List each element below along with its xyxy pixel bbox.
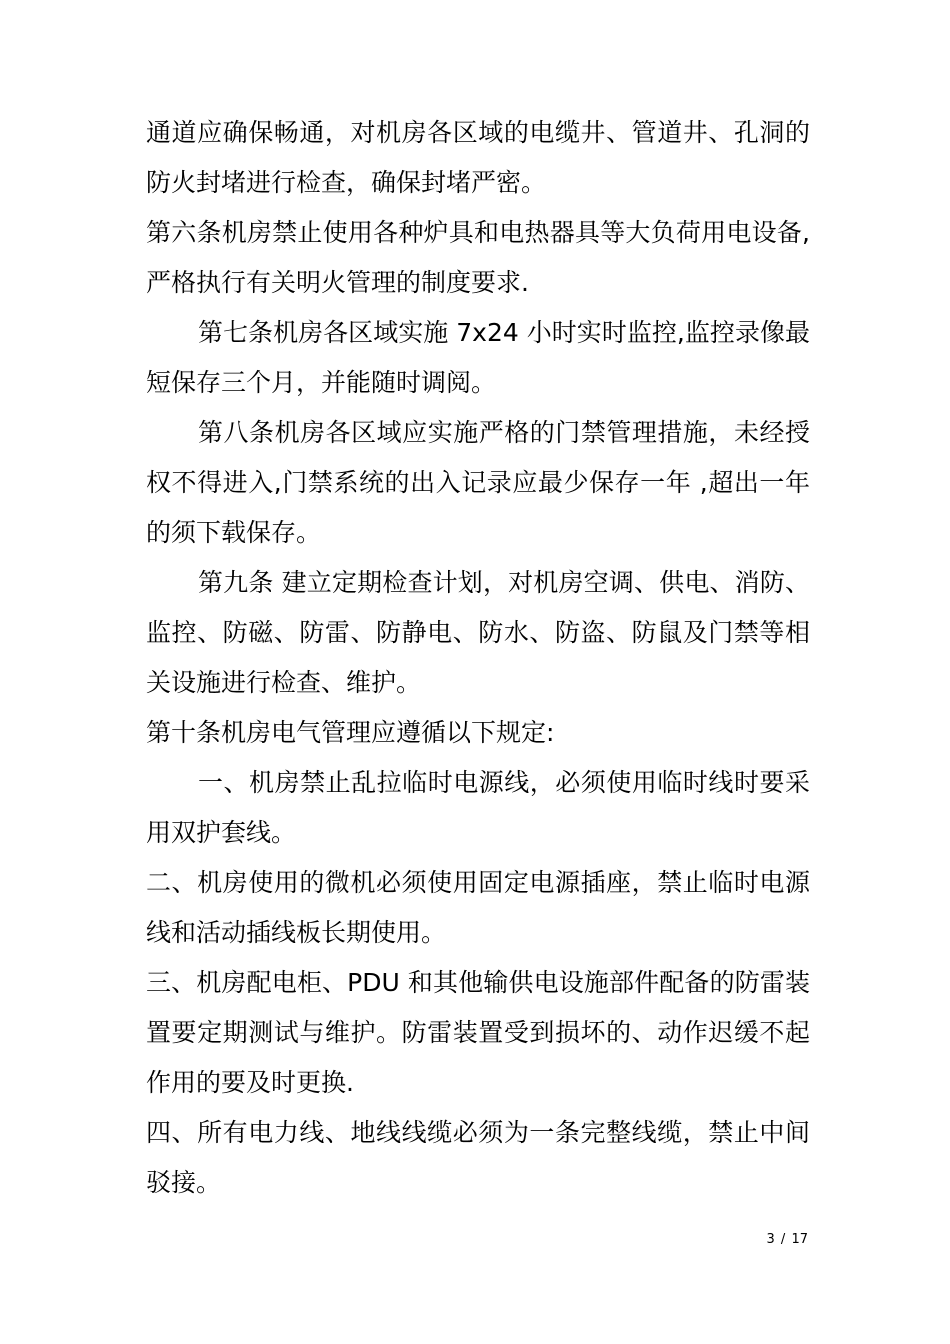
list-item-4: 四、所有电力线、地线线缆必须为一条完整线缆，禁止中间驳接。 <box>146 1118 810 1197</box>
paragraph-article-6: 第六条机房禁止使用各种炉具和电热器具等大负荷用电设备,严格执行有关明火管理的制度要求. <box>146 218 810 297</box>
list-item-1: 一、机房禁止乱拉临时电源线，必须使用临时线时要采用双护套线。 <box>146 768 810 847</box>
paragraph-article-9: 第九条 建立定期检查计划，对机房空调、供电、消防、监控、防磁、防雷、防静电、防水、防盗、防鼠及门禁等相关设施进行检查、维护。 <box>146 568 810 697</box>
document-body <box>146 108 810 1208</box>
list-item-3: 三、机房配电柜、PDU 和其他输供电设施部件配备的防雷装置要定期测试与维护。防雷装置受到损坏的、动作迟缓不起作用的要及时更换. <box>146 968 810 1097</box>
paragraph-article-10: 第十条机房电气管理应遵循以下规定: <box>146 718 555 747</box>
paragraph-1: 通道应确保畅通，对机房各区域的电缆井、管道井、孔洞的防火封堵进行检查，确保封堵严密。 <box>146 118 810 197</box>
paragraph-article-8: 第八条机房各区域应实施严格的门禁管理措施，未经授权不得进入,门禁系统的出入记录应最少保存一年 ,超出一年的须下载保存。 <box>146 418 810 547</box>
page-number: 3 / 17 <box>766 1232 808 1247</box>
paragraph-article-7: 第七条机房各区域实施 7x24 小时实时监控,监控录像最短保存三个月，并能随时调阅。 <box>146 318 810 397</box>
list-item-2: 二、机房使用的微机必须使用固定电源插座，禁止临时电源线和活动插线板长期使用。 <box>146 868 810 947</box>
